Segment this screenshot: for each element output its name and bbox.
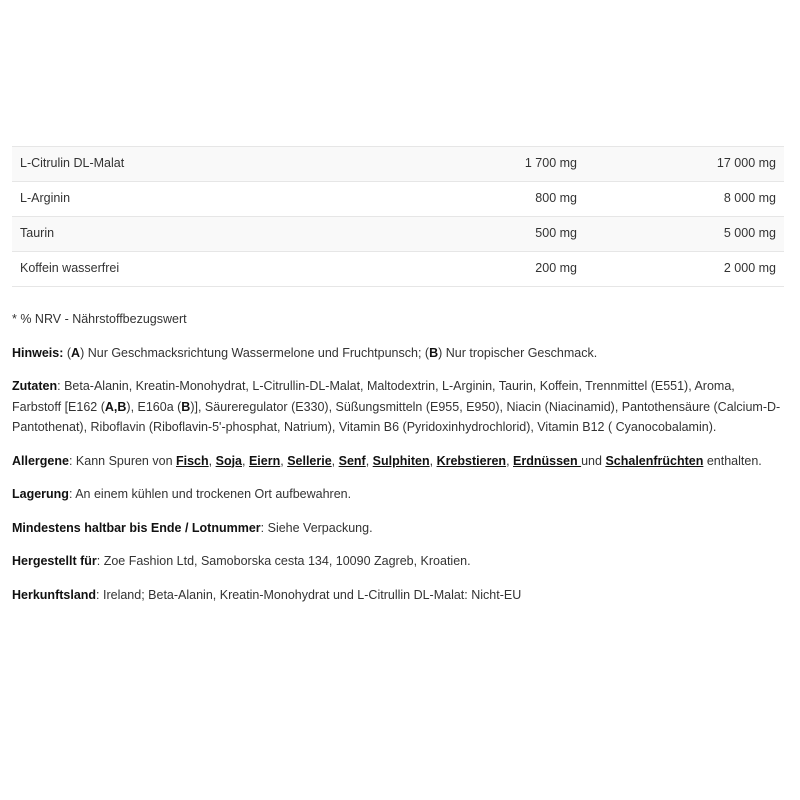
separator: ,: [429, 453, 437, 468]
separator: ,: [280, 453, 288, 468]
text: enthalten.: [703, 453, 762, 468]
hergestellt-label: Hergestellt für: [12, 554, 97, 568]
ingredient-name: L-Arginin: [20, 191, 71, 205]
allergen-eiern: Eiern: [248, 453, 281, 468]
mhd-paragraph: [12, 518, 784, 539]
text: : Beta-Alanin, Kreatin-Monohydrat, L-Citrullin-DL-Malat, Maltodextrin, L-Arginin, Taurin, Koffein, Trennmittel (E551), Aroma, Farbstoff [E162 (: [12, 379, 735, 414]
allergen-erdnuessen: Erdnüssen: [513, 453, 582, 468]
hergestellt-paragraph: [12, 551, 784, 572]
text: ) Nur Geschmacksrichtung Wassermelone und Fruchtpunsch; (: [80, 345, 430, 360]
table-row: [12, 252, 784, 287]
allergen-schalenfruechten: Schalenfrüchten: [605, 453, 704, 468]
text: : Siehe Verpackung.: [260, 520, 373, 535]
amount-per-serving: 200 mg: [535, 261, 577, 275]
text: und: [581, 453, 606, 468]
hinweis-paragraph: [12, 343, 784, 364]
herkunft-paragraph: [12, 585, 784, 606]
allergen-krebstieren: Krebstieren: [436, 453, 507, 468]
zutaten-label: Zutaten: [12, 379, 58, 393]
text: ), E160a (: [126, 399, 182, 414]
text: )], Säureregulator (E330), Süßungsmitteln (E955, E950), Niacin (Niacinamid), Pantothensäure (Calcium-D-Pantothenat), Riboflavin (Riboflavin-5'-phosphat, Natrium), Vitamin B6 (Pyridoxinhydrochlorid), Vitamin B12 ( Cyanocobalamin).: [12, 399, 781, 434]
text: : Ireland; Beta-Alanin, Kreatin-Monohydrat und L-Citrullin DL-Malat: Nicht-EU: [96, 587, 522, 602]
amount-per-daily-dose: 17 000 mg: [716, 156, 776, 170]
lagerung-paragraph: [12, 484, 784, 505]
text: ) Nur tropischer Geschmack.: [438, 345, 598, 360]
allergene-paragraph: [12, 451, 784, 472]
allergen-soja: Soja: [215, 453, 243, 468]
amount-per-serving: 500 mg: [535, 226, 577, 240]
nrv-footnote: * % NRV - Nährstoffbezugswert: [12, 312, 187, 326]
allergen-sulphiten: Sulphiten: [372, 453, 430, 468]
allergene-label: Allergene: [12, 453, 69, 468]
ingredient-name: L-Citrulin DL-Malat: [20, 156, 125, 170]
separator: ,: [331, 453, 339, 468]
hinweis-label: Hinweis:: [12, 345, 64, 360]
ingredient-name: Koffein wasserfrei: [20, 261, 120, 275]
text: : Zoe Fashion Ltd, Samoborska cesta 134, 10090 Zagreb, Kroatien.: [96, 554, 471, 568]
separator: ,: [208, 453, 216, 468]
amount-per-daily-dose: 8 000 mg: [723, 191, 776, 205]
table-row: [12, 147, 784, 182]
zutaten-paragraph: [12, 376, 784, 438]
herkunft-label: Herkunftsland: [12, 587, 97, 602]
amount-per-serving: 1 700 mg: [524, 156, 577, 170]
separator: ,: [365, 453, 373, 468]
table-row: [12, 182, 784, 217]
amount-per-serving: 800 mg: [535, 191, 577, 205]
marker-b: B: [181, 399, 191, 414]
text: : Kann Spuren von: [68, 453, 176, 468]
mhd-label: Mindestens haltbar bis Ende / Lotnummer: [12, 520, 261, 535]
table-row: [12, 217, 784, 252]
allergen-senf: Senf: [338, 453, 366, 468]
separator: ,: [506, 453, 514, 468]
nutrition-table: [12, 146, 784, 287]
amount-per-daily-dose: 5 000 mg: [723, 226, 776, 240]
amount-per-daily-dose: 2 000 mg: [723, 261, 776, 275]
allergen-sellerie: Sellerie: [287, 453, 332, 468]
text: : An einem kühlen und trockenen Ort aufbewahren.: [68, 487, 352, 501]
lagerung-label: Lagerung: [12, 487, 69, 501]
allergen-fisch: Fisch: [176, 453, 209, 468]
product-details: [12, 309, 784, 618]
ingredient-name: Taurin: [20, 226, 55, 240]
separator: ,: [242, 453, 249, 468]
marker-ab: A,B: [104, 399, 127, 414]
marker-a: A: [71, 345, 81, 360]
marker-b: B: [429, 345, 439, 360]
text: (: [63, 345, 72, 360]
